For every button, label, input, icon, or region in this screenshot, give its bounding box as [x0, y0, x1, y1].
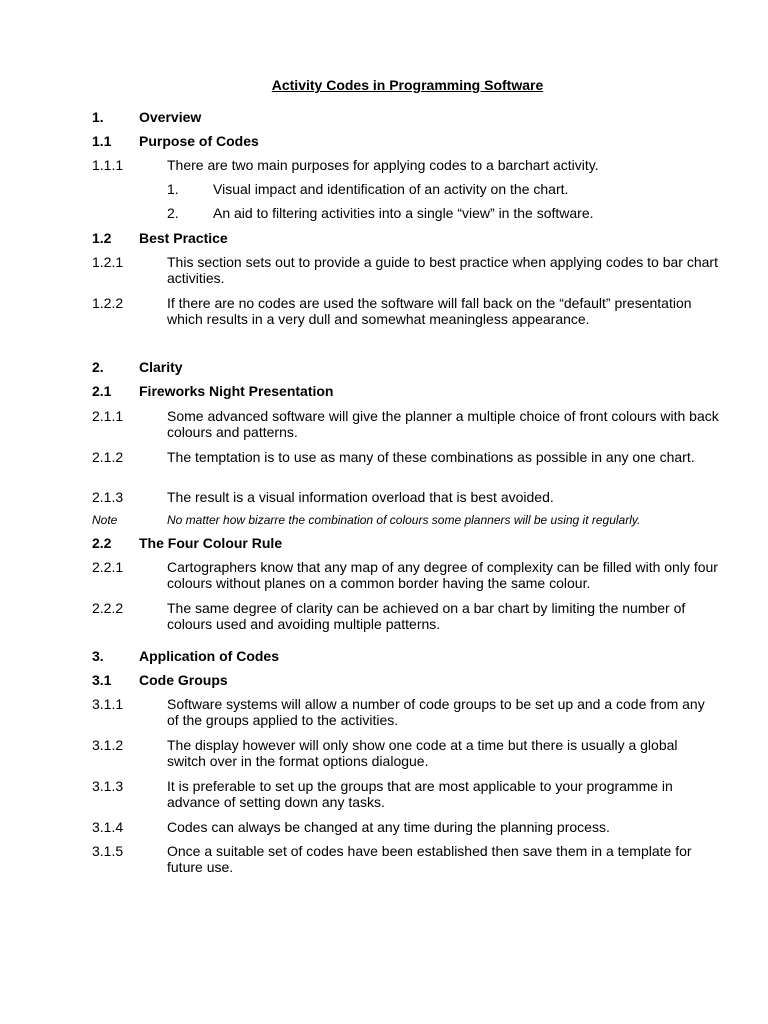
clause-number: 1.2.1: [92, 254, 124, 270]
subsection-number: 2.1: [92, 383, 112, 399]
section-number: 1.: [92, 109, 104, 125]
clause-text: Some advanced software will give the planner a multiple choice of front colours with back colours and patterns.: [167, 408, 719, 440]
clause-text: It is preferable to set up the groups that are most applicable to your programme in advance of setting down any tasks.: [167, 778, 673, 810]
clause-text: Codes can always be changed at any time during the planning process.: [167, 819, 610, 835]
clause-number: 1.1.1: [92, 157, 124, 173]
list-item-number: 2.: [167, 205, 179, 221]
clause-number: 1.2.2: [92, 295, 124, 311]
clause-number: 2.1.1: [92, 408, 124, 424]
clause-text: This section sets out to provide a guide to best practice when applying codes to bar chart activities.: [167, 254, 718, 286]
section-number: 2.: [92, 359, 104, 375]
subsection-title: Fireworks Night Presentation: [139, 383, 334, 399]
clause-text: The result is a visual information overload that is best avoided.: [167, 489, 554, 505]
subsection-title: Purpose of Codes: [139, 133, 259, 149]
clause-number: 3.1.4: [92, 819, 124, 835]
section-number: 3.: [92, 648, 104, 664]
note-label: Note: [92, 513, 118, 527]
clause-number: 3.1.5: [92, 843, 124, 859]
list-item-text: Visual impact and identification of an activity on the chart.: [213, 181, 569, 197]
section-title: Application of Codes: [139, 648, 279, 664]
list-item-number: 1.: [167, 181, 179, 197]
subsection-number: 1.1: [92, 133, 112, 149]
subsection-title: Best Practice: [139, 230, 228, 246]
note-text: No matter how bizarre the combination of colours some planners will be using it regularly.: [167, 513, 641, 527]
subsection-number: 1.2: [92, 230, 112, 246]
section-title: Clarity: [139, 359, 183, 375]
subsection-title: Code Groups: [139, 672, 228, 688]
clause-text: There are two main purposes for applying codes to a barchart activity.: [167, 157, 599, 173]
subsection-number: 2.2: [92, 535, 112, 551]
document-title: Activity Codes in Programming Software: [271, 77, 544, 93]
clause-text: The temptation is to use as many of these combinations as possible in any one chart.: [167, 449, 695, 465]
clause-number: 2.1.2: [92, 449, 124, 465]
clause-text: Once a suitable set of codes have been established then save them in a template for future use.: [167, 843, 692, 875]
clause-number: 2.1.3: [92, 489, 124, 505]
clause-number: 2.2.1: [92, 559, 124, 575]
subsection-title: The Four Colour Rule: [139, 535, 283, 551]
clause-text: Cartographers know that any map of any degree of complexity can be filled with only four colours without planes on a common border having the same colour.: [167, 559, 718, 591]
clause-number: 3.1.1: [92, 696, 124, 712]
list-item-text: An aid to filtering activities into a single “view” in the software.: [213, 205, 594, 221]
subsection-number: 3.1: [92, 672, 112, 688]
clause-number: 3.1.2: [92, 737, 124, 753]
clause-number: 2.2.2: [92, 600, 124, 616]
clause-text: The same degree of clarity can be achieved on a bar chart by limiting the number of colours used and avoiding multiple patterns.: [167, 600, 686, 632]
clause-number: 3.1.3: [92, 778, 124, 794]
clause-text: Software systems will allow a number of code groups to be set up and a code from any of the groups applied to the activities.: [167, 696, 705, 728]
clause-text: If there are no codes are used the software will fall back on the “default” presentation which results in a very dull and somewhat meaningless appearance.: [167, 295, 692, 327]
section-title: Overview: [139, 109, 202, 125]
clause-text: The display however will only show one code at a time but there is usually a global switch over in the format options dialogue.: [167, 737, 678, 769]
